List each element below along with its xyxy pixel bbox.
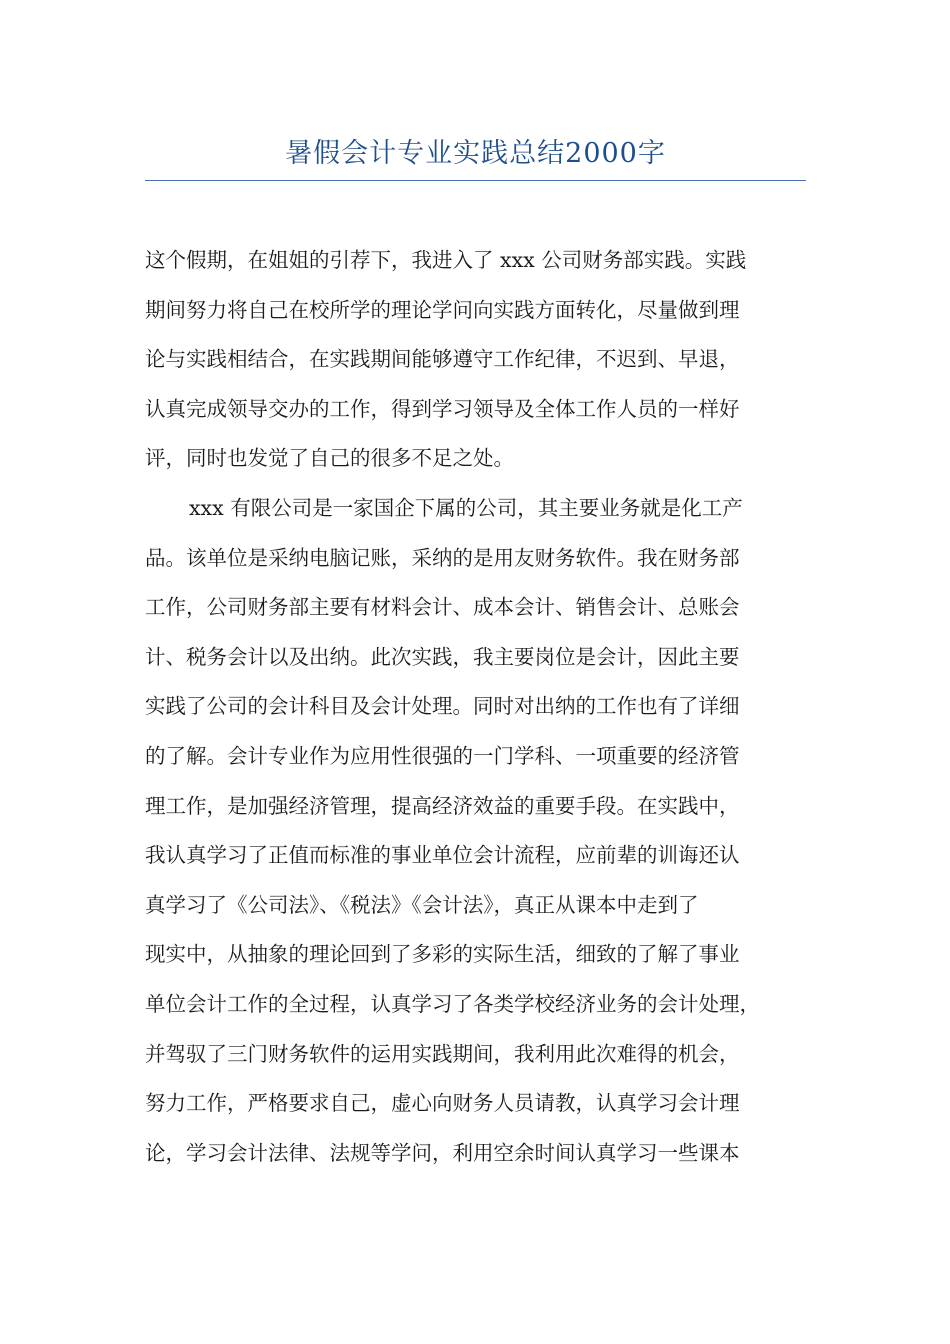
paragraph-1: [145, 236, 815, 484]
paragraph-line: 单位会计工作的全过程，认真学习了各类学校经济业务的会计处理，: [145, 991, 760, 1016]
paragraph-line: 论，学习会计法律、法规等学问，利用空余时间认真学习一些课本: [145, 1140, 740, 1165]
paragraph-line: 这个假期，在姐姐的引荐下，我进入了 xxx 公司财务部实践。实践: [145, 248, 747, 272]
paragraph-line: 品。该单位是采纳电脑记账，采纳的是用友财务软件。我在财务部: [145, 545, 740, 570]
paragraph-line: 理工作，是加强经济管理，提高经济效益的重要手段。在实践中，: [145, 793, 740, 818]
paragraph-line: 论与实践相结合，在实践期间能够遵守工作纪律，不迟到、早退，: [145, 347, 740, 372]
paragraph-line: 并驾驭了三门财务软件的运用实践期间，我利用此次难得的机会，: [145, 1041, 740, 1066]
paragraph-line: 计、税务会计以及出纳。此次实践，我主要岗位是会计，因此主要: [145, 644, 740, 669]
paragraph-line: xxx 有限公司是一家国企下属的公司，其主要业务就是化工产: [189, 495, 743, 520]
paragraph-line: 现实中，从抽象的理论回到了多彩的实际生活，细致的了解了事业: [145, 942, 740, 967]
document-title: 暑假会计专业实践总结2000字: [285, 138, 666, 169]
paragraph-line: 工作，公司财务部主要有材料会计、成本会计、销售会计、总账会: [145, 595, 740, 620]
title-underline: [145, 180, 806, 181]
paragraph-line: 我认真学习了正值而标准的事业单位会计流程，应前辈的训诲还认: [145, 843, 740, 868]
paragraph-line: 实践了公司的会计科目及会计处理。同时对出纳的工作也有了详细: [145, 694, 740, 719]
paragraph-2: [145, 484, 815, 1178]
document-body: [145, 236, 815, 1178]
paragraph-line: 的了解。会计专业作为应用性很强的一门学科、一项重要的经济管: [145, 743, 740, 768]
paragraph-line: 努力工作，严格要求自己，虚心向财务人员请教，认真学习会计理: [145, 1091, 740, 1116]
paragraph-line: 真学习了《公司法》、《税法》《会计法》，真正从课本中走到了: [145, 892, 699, 917]
paragraph-line: 期间努力将自己在校所学的理论学问向实践方面转化，尽量做到理: [145, 297, 740, 322]
paragraph-line: 评，同时也发觉了自己的很多不足之处。: [145, 446, 514, 471]
paragraph-line: 认真完成领导交办的工作，得到学习领导及全体工作人员的一样好: [145, 396, 740, 421]
